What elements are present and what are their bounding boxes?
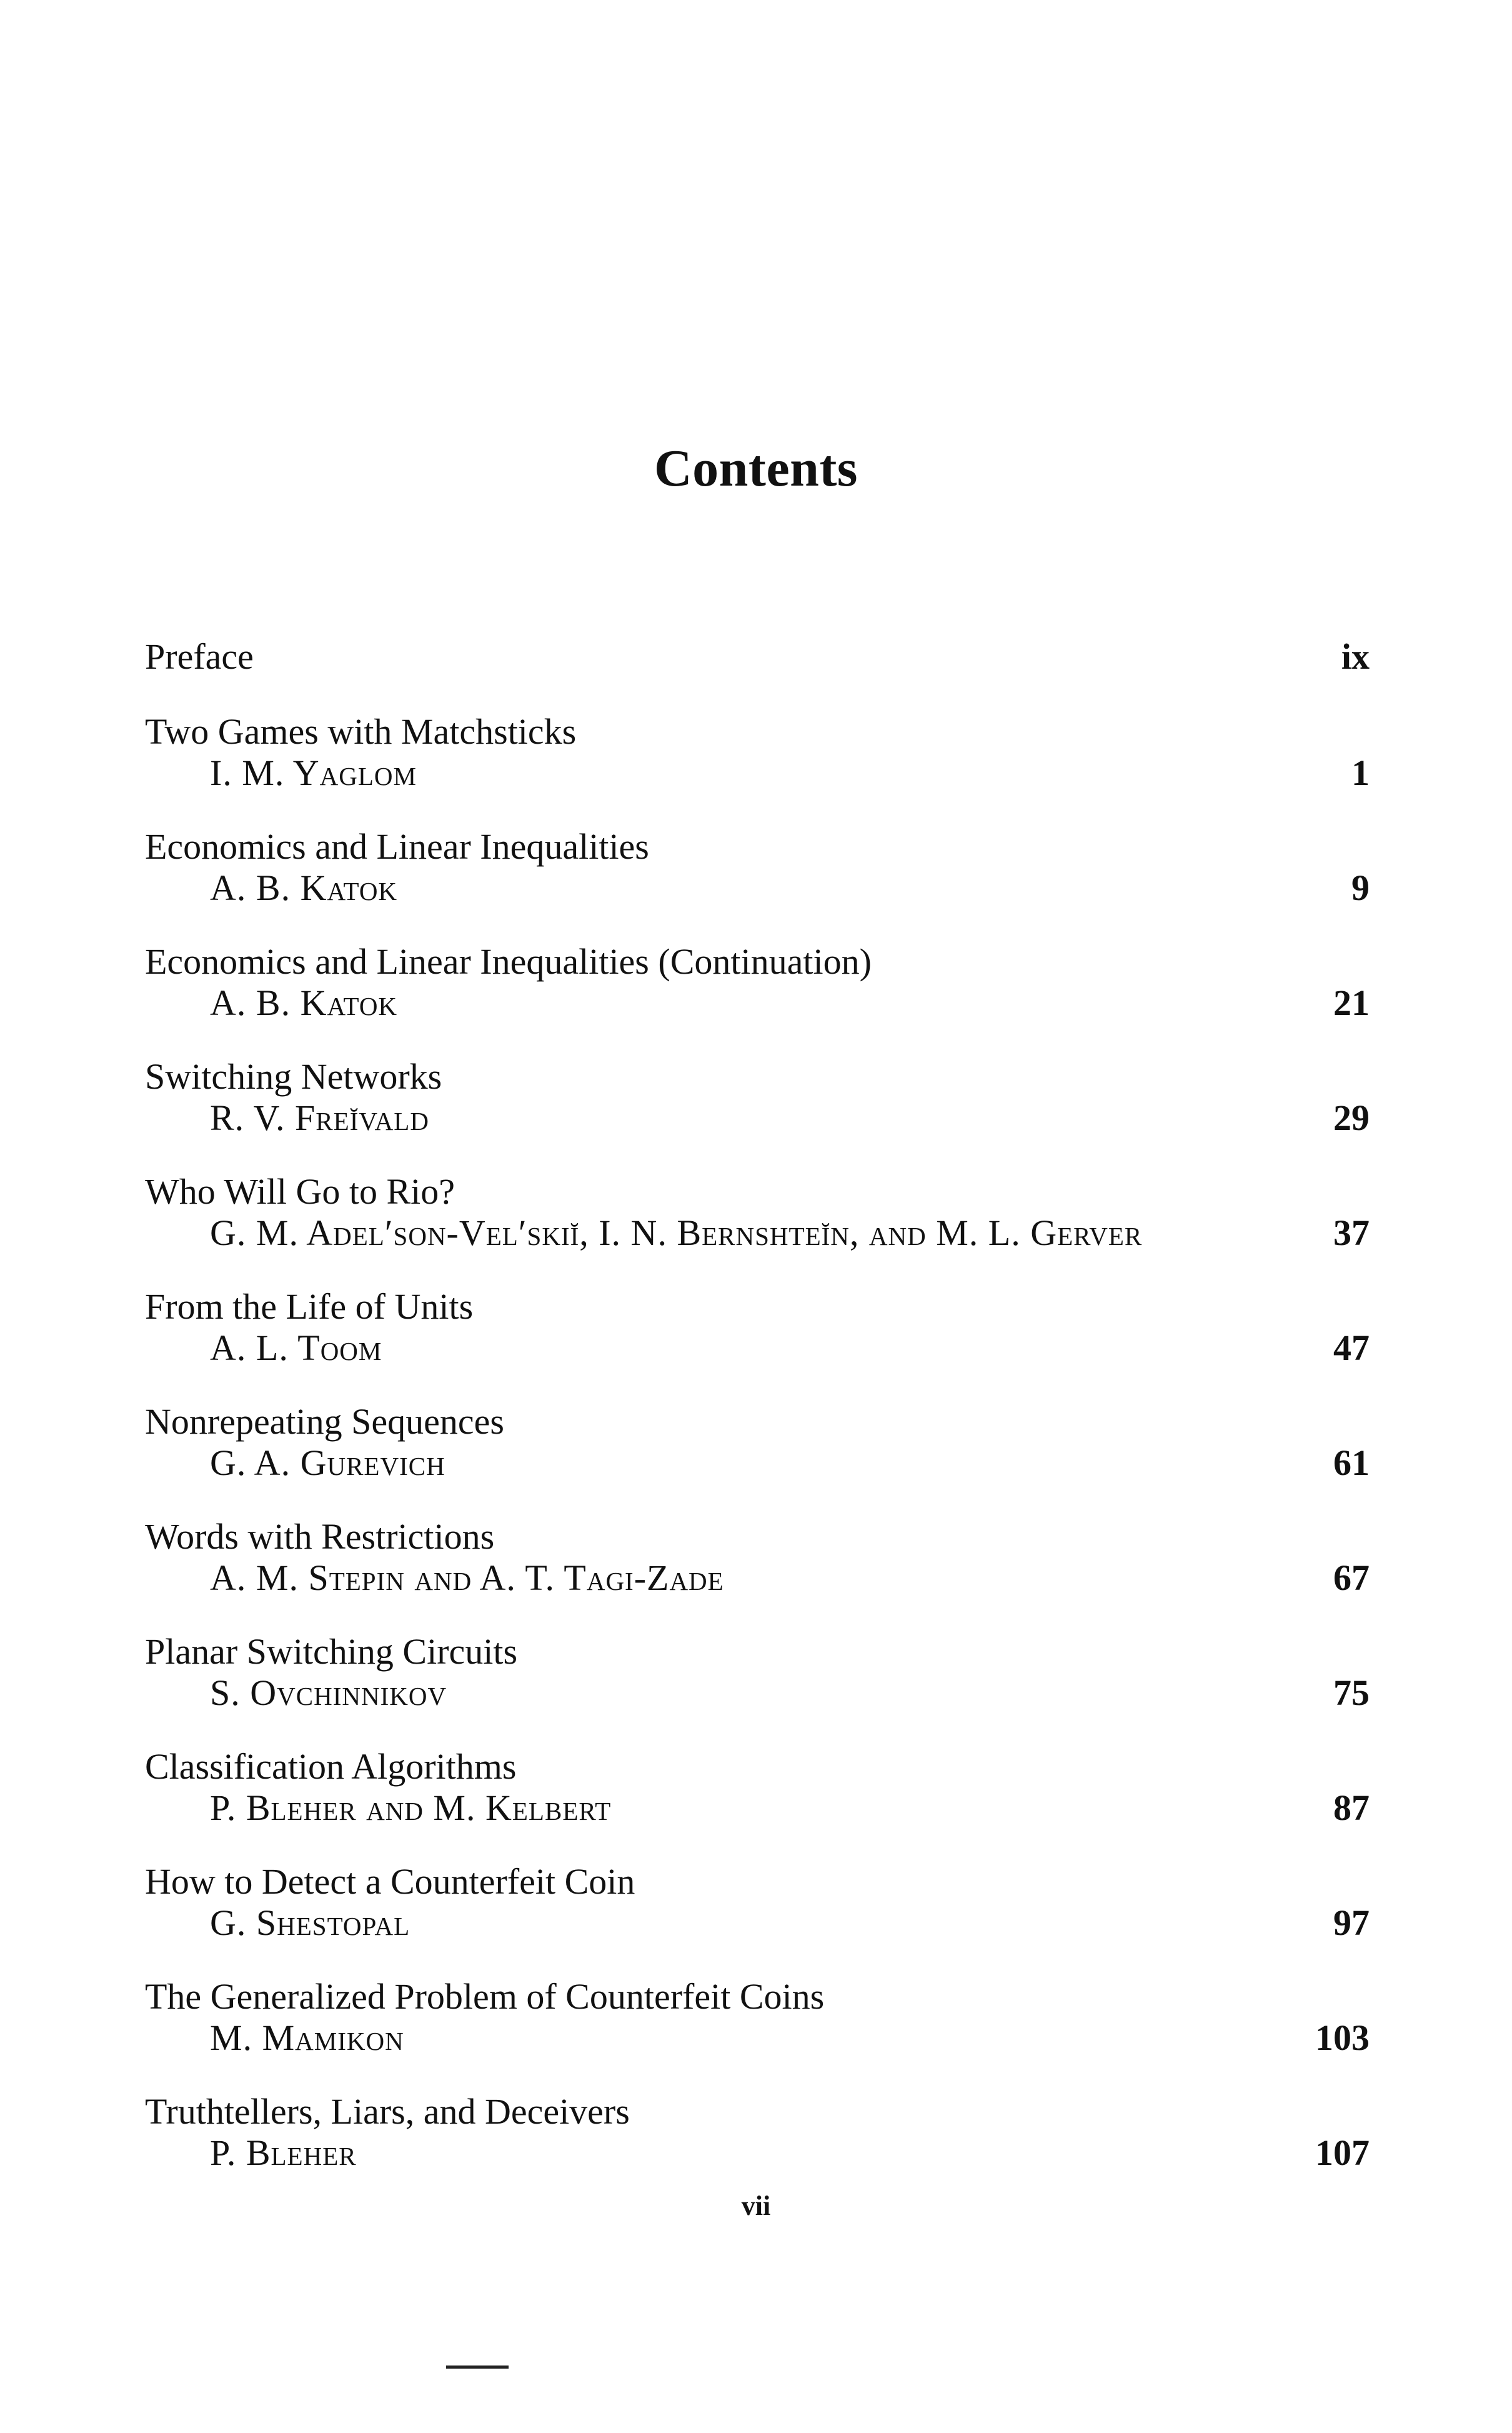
toc-entry-page: 103 <box>1315 2017 1370 2058</box>
toc-entry-page: 37 <box>1333 1212 1370 1253</box>
toc-entry-page: 87 <box>1333 1787 1370 1828</box>
toc-entry-author: G. M. Adel′son-Vel′skiĭ, I. N. Bernshteĭn, and M. L. Gerver <box>210 1212 1143 1253</box>
toc-entry-page: 107 <box>1315 2132 1370 2173</box>
footer-rule <box>446 2366 509 2369</box>
toc-entry-author: A. B. Katok <box>210 982 398 1023</box>
toc-entry-title: How to Detect a Counterfeit Coin <box>145 1861 635 1902</box>
toc-entry-title: Words with Restrictions <box>145 1516 495 1557</box>
toc-entry-page: 61 <box>1333 1442 1370 1483</box>
toc-entry-page: 21 <box>1333 982 1370 1023</box>
toc-entry-title: Preface <box>145 636 254 677</box>
toc-entry-page: 1 <box>1351 752 1370 793</box>
toc-entry-author: P. Bleher and M. Kelbert <box>210 1787 612 1828</box>
toc-entry-author: R. V. Freĭvald <box>210 1097 429 1138</box>
toc-entry-author: G. A. Gurevich <box>210 1442 445 1483</box>
toc-entry-title: The Generalized Problem of Counterfeit Coins <box>145 1976 825 2017</box>
toc-entry-page: ix <box>1341 636 1370 677</box>
toc-entry-author: A. B. Katok <box>210 867 398 908</box>
toc-entry-title: Truthtellers, Liars, and Deceivers <box>145 2091 630 2132</box>
toc-entry-title: Classification Algorithms <box>145 1746 517 1787</box>
toc-entry-author: A. M. Stepin and A. T. Tagi-Zade <box>210 1557 724 1598</box>
toc-entry-title: Planar Switching Circuits <box>145 1631 518 1672</box>
toc-entry-author: I. M. Yaglom <box>210 752 417 793</box>
toc-entry-page: 9 <box>1351 867 1370 908</box>
toc-entry-title: Who Will Go to Rio? <box>145 1171 455 1212</box>
toc-entry-author: M. Mamikon <box>210 2017 404 2058</box>
toc-entry-title: Economics and Linear Inequalities <box>145 826 649 867</box>
toc-entry-title: Switching Networks <box>145 1056 442 1097</box>
toc-entry-page: 75 <box>1333 1672 1370 1713</box>
toc-entry-author: P. Bleher <box>210 2132 357 2173</box>
toc-entry-page: 29 <box>1333 1097 1370 1138</box>
toc-entry-title: Economics and Linear Inequalities (Continuation) <box>145 941 872 982</box>
toc-entry-title: From the Life of Units <box>145 1286 474 1327</box>
toc-entry-title: Two Games with Matchsticks <box>145 711 577 752</box>
toc-entry-author: G. Shestopal <box>210 1902 410 1943</box>
toc-entry-page: 47 <box>1333 1327 1370 1368</box>
toc-entry-page: 67 <box>1333 1557 1370 1598</box>
page-number: vii <box>741 2191 771 2221</box>
toc-entry-title: Nonrepeating Sequences <box>145 1401 504 1442</box>
page-title: Contents <box>654 439 858 497</box>
toc-entry-page: 97 <box>1333 1902 1370 1943</box>
toc-entry-author: A. L. Toom <box>210 1327 382 1368</box>
toc-entry-author: S. Ovchinnikov <box>210 1672 447 1713</box>
